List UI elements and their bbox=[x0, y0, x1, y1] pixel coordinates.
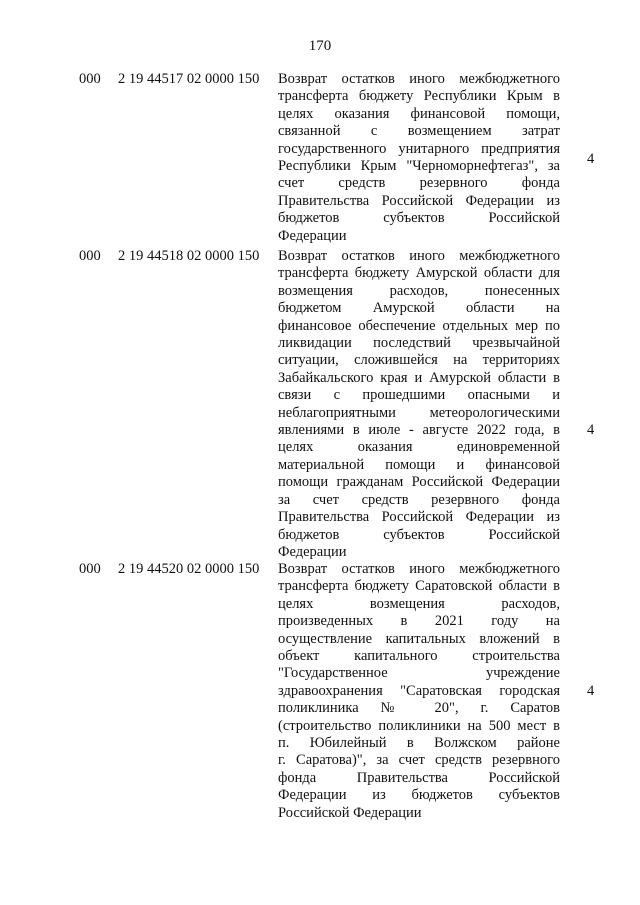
description-line: финансовое обеспечение отдельных мер по bbox=[278, 317, 560, 334]
description-line: Федерации из бюджетов субъектов bbox=[278, 787, 560, 804]
description-line: за счет средств резервного фонда bbox=[278, 491, 560, 508]
row-description bbox=[278, 561, 560, 822]
description-line: поликлиника № 20", г. Саратов bbox=[278, 700, 560, 717]
description-line: здравоохранения "Саратовская городская bbox=[278, 682, 560, 699]
description-line: целях возмещения расходов, bbox=[278, 595, 560, 612]
description-line: г. Саратова)", за счет средств резервного bbox=[278, 752, 560, 769]
description-line: целях оказания единовременной bbox=[278, 439, 560, 456]
description-line: ситуации, сложившейся на территориях bbox=[278, 352, 560, 369]
description-line: трансферта бюджету Амурской области для bbox=[278, 265, 560, 282]
description-line: помощи гражданам Российской Федерации bbox=[278, 474, 560, 491]
description-line: счет средств резервного фонда bbox=[278, 175, 560, 192]
description-line: материальной помощи и финансовой bbox=[278, 456, 560, 473]
description-line: бюджетов субъектов Российской bbox=[278, 210, 560, 227]
description-line: Возврат остатков иного межбюджетного bbox=[278, 561, 560, 577]
description-line: произведенных в 2021 году на bbox=[278, 613, 560, 630]
description-line: "Государственное учреждение bbox=[278, 665, 560, 682]
description-line: бюджетов субъектов Российской bbox=[278, 526, 560, 543]
description-line: связанной с возмещением затрат bbox=[278, 123, 560, 140]
description-line: Забайкальского края и Амурской области в bbox=[278, 369, 560, 386]
table-row bbox=[0, 71, 640, 246]
page-number: 170 bbox=[308, 38, 332, 54]
description-line: осуществление капитальных вложений в bbox=[278, 630, 560, 647]
admin-code: 000 bbox=[79, 248, 101, 264]
description-line: государственного унитарного предприятия bbox=[278, 140, 560, 157]
row-description bbox=[278, 248, 560, 561]
budget-classification-code: 2 19 44520 02 0000 150 bbox=[118, 561, 260, 577]
description-line: Федерации bbox=[278, 227, 347, 244]
amount: 4 bbox=[587, 683, 595, 699]
description-line: неблагоприятными метеорологическими bbox=[278, 404, 560, 421]
description-line: возмещения расходов, понесенных bbox=[278, 282, 560, 299]
description-line: объект капитального строительства bbox=[278, 648, 560, 665]
row-description bbox=[278, 71, 560, 245]
description-line: п. Юбилейный в Волжском районе bbox=[278, 735, 560, 752]
description-line: Возврат остатков иного межбюджетного bbox=[278, 71, 560, 87]
description-line: бюджетом Амурской области на bbox=[278, 300, 560, 317]
budget-classification-code: 2 19 44517 02 0000 150 bbox=[118, 71, 260, 87]
amount: 4 bbox=[587, 422, 595, 438]
description-line: Правительства Российской Федерации из bbox=[278, 509, 560, 526]
description-line: целях оказания финансовой помощи, bbox=[278, 105, 560, 122]
admin-code: 000 bbox=[79, 71, 101, 87]
description-line: явлениями в июле - августе 2022 года, в bbox=[278, 422, 560, 439]
admin-code: 000 bbox=[79, 561, 101, 577]
description-line: Возврат остатков иного межбюджетного bbox=[278, 248, 560, 264]
table-row bbox=[0, 248, 640, 563]
description-line: Российской Федерации bbox=[278, 804, 422, 821]
description-line: Правительства Российской Федерации из bbox=[278, 192, 560, 209]
amount: 4 bbox=[587, 151, 595, 167]
description-line: трансферта бюджету Саратовской области в bbox=[278, 578, 560, 595]
description-line: фонда Правительства Российской bbox=[278, 769, 560, 786]
description-line: Республики Крым "Черноморнефтегаз", за bbox=[278, 158, 560, 175]
description-line: трансферта бюджету Республики Крым в bbox=[278, 88, 560, 105]
description-line: (строительство поликлиники на 500 мест в bbox=[278, 717, 560, 734]
description-line: связи с прошедшими опасными и bbox=[278, 387, 560, 404]
table-row bbox=[0, 561, 640, 826]
description-line: ликвидации последствий чрезвычайной bbox=[278, 335, 560, 352]
budget-classification-code: 2 19 44518 02 0000 150 bbox=[118, 248, 260, 264]
description-line: Федерации bbox=[278, 543, 347, 560]
